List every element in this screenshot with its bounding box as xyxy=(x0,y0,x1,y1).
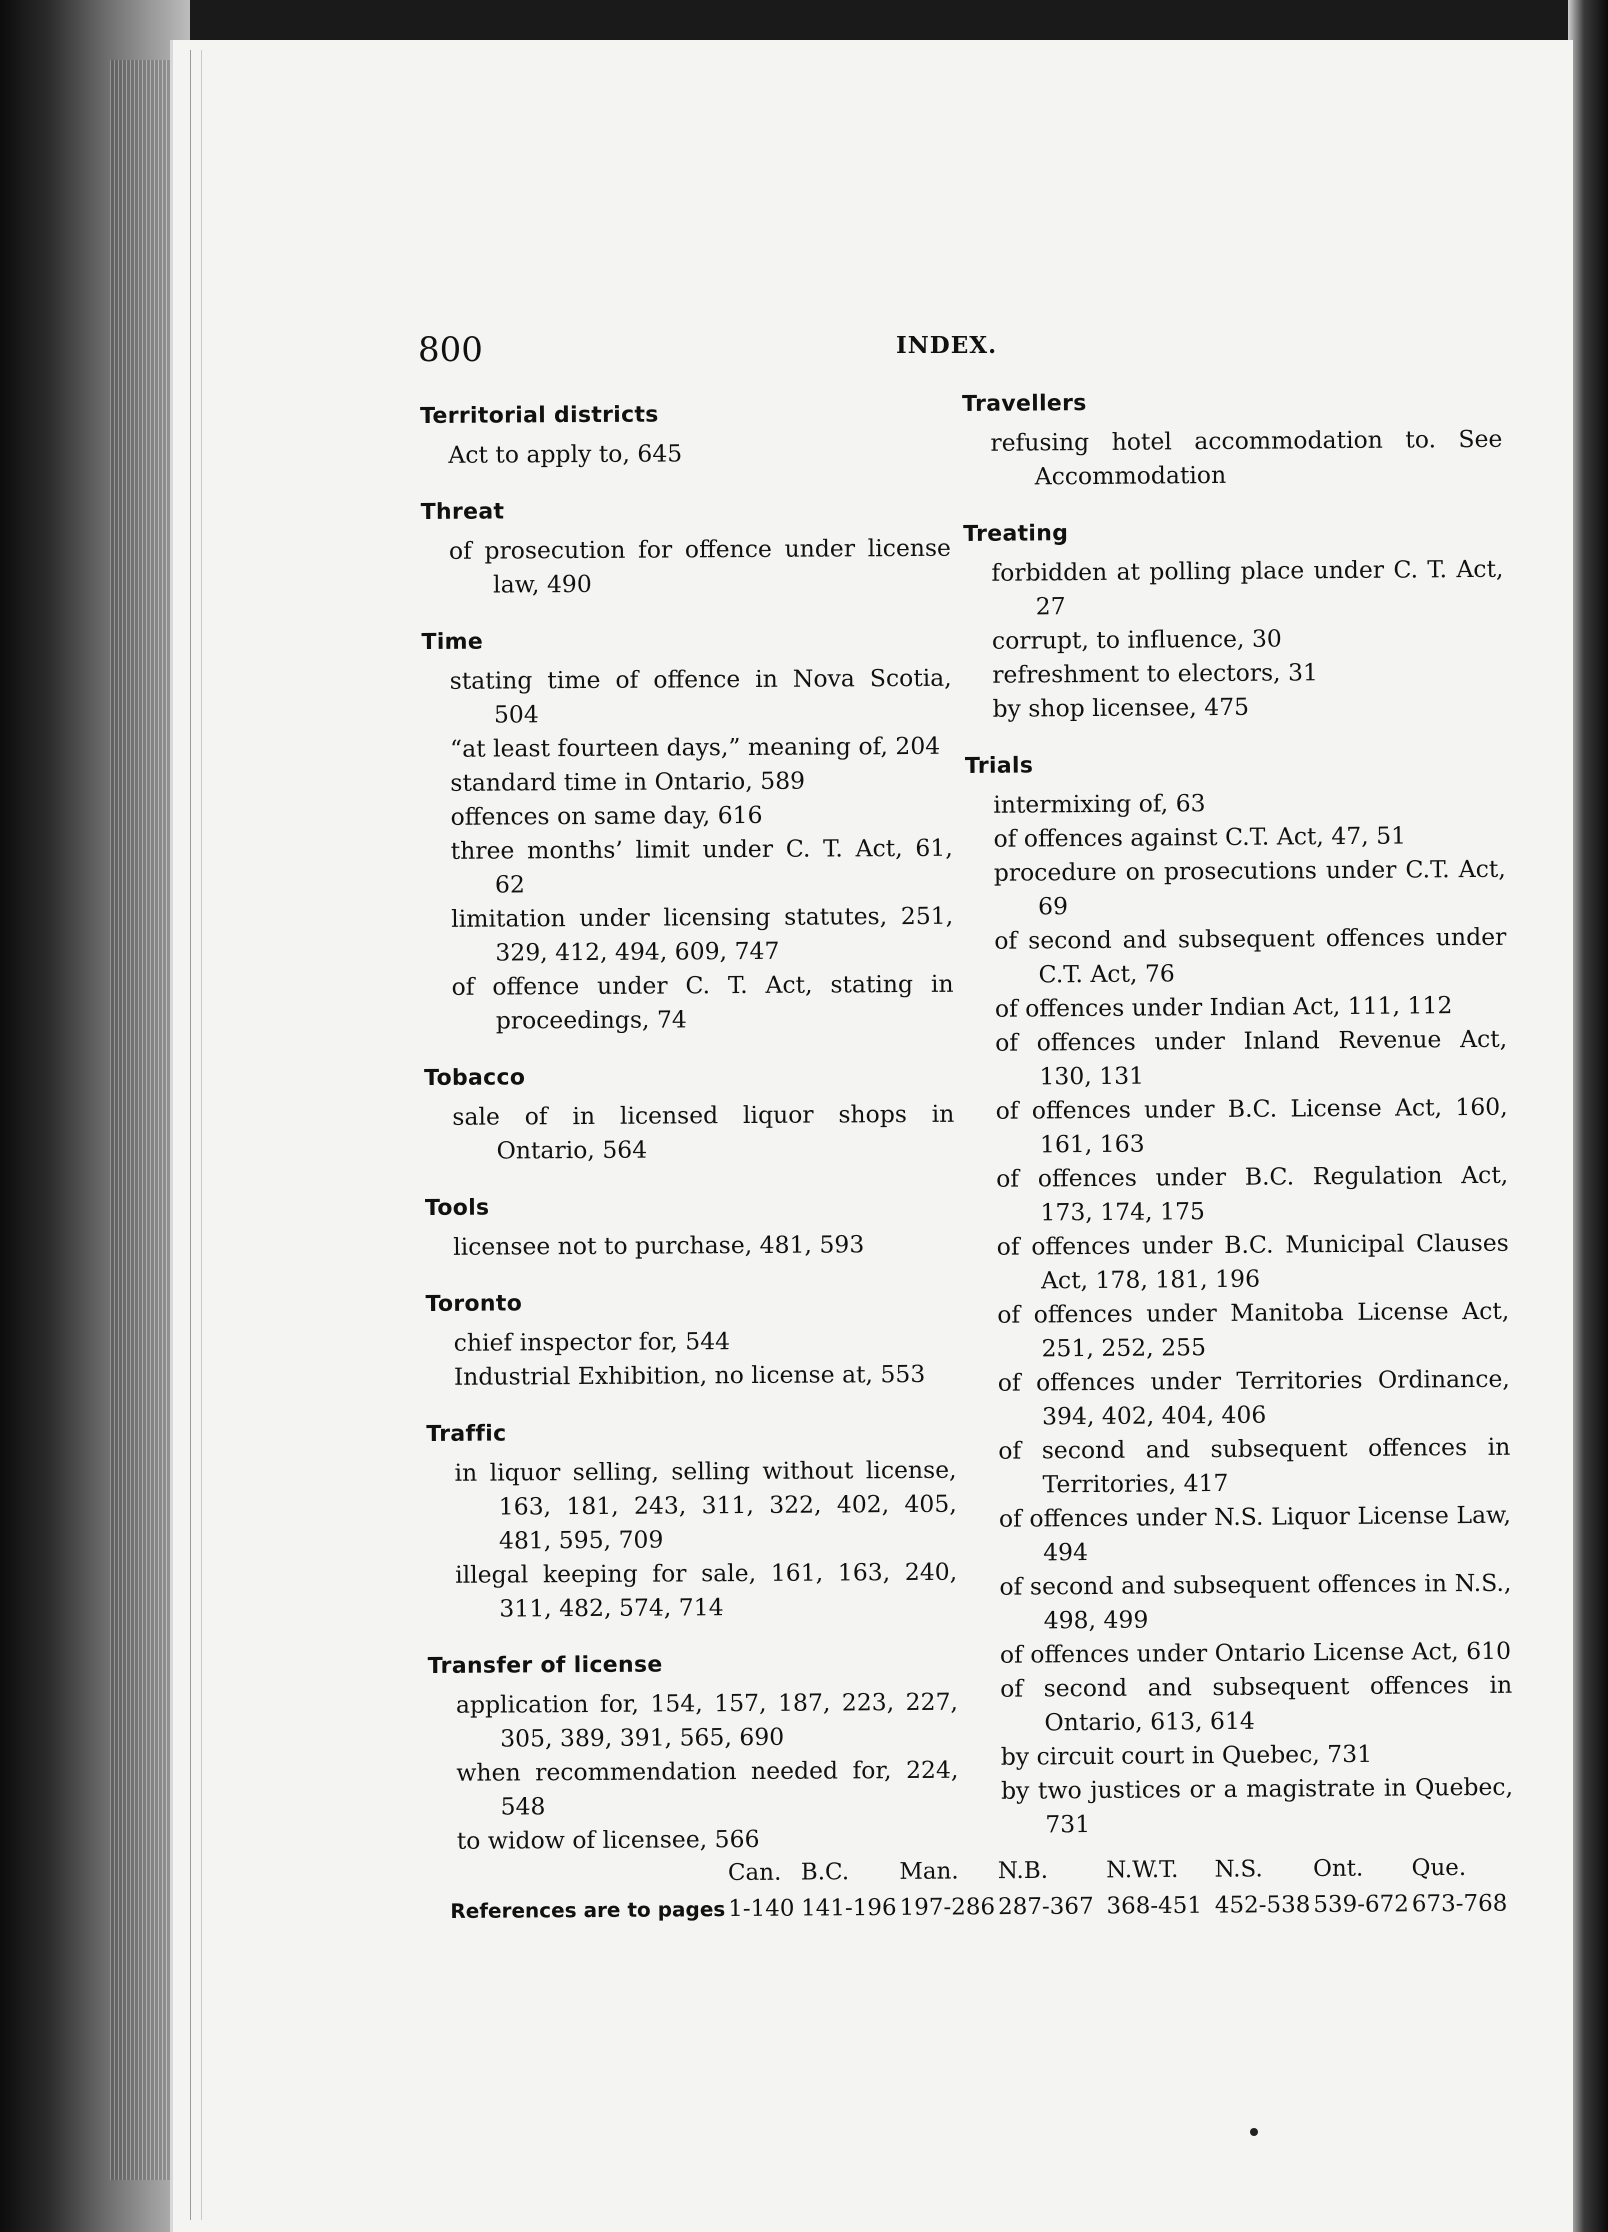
footer-page-range: 287-367 xyxy=(997,1893,1094,1921)
index-subentry: of offences against C.T. Act, 47, 51 xyxy=(993,821,1407,853)
index-subentry: of offences under B.C. Municipal Clauses Act, 178, 181, 196 xyxy=(996,1228,1509,1295)
index-subentry: of offences under Inland Revenue Act, 130, 131 xyxy=(995,1024,1508,1091)
index-entry xyxy=(425,1189,955,1264)
index-heading: Treating xyxy=(963,521,1069,547)
index-entry xyxy=(421,493,952,602)
index-subentry: procedure on prosecutions under C.T. Act, 69 xyxy=(993,854,1506,921)
index-subentry: application for, 154, 157, 187, 223, 227, 305, 389, 391, 565, 690 xyxy=(455,1687,959,1753)
index-subentry: standard time in Ontario, 589 xyxy=(450,766,806,797)
index-heading: Traffic xyxy=(426,1421,507,1447)
index-column-left xyxy=(420,397,959,1882)
footer-province: B.C. xyxy=(800,1859,850,1886)
index-subentry: three months’ limit under C. T. Act, 61, 62 xyxy=(450,833,953,899)
footer-range-row xyxy=(450,1891,1510,1934)
footer-page-range: 368-451 xyxy=(1106,1892,1203,1920)
index-subentry: intermixing of, 63 xyxy=(993,789,1206,819)
index-entry xyxy=(420,397,950,472)
index-subentry: to widow of licensee, 566 xyxy=(456,1824,760,1855)
index-subentry: of second and subsequent offences in Ontario, 613, 614 xyxy=(1000,1670,1513,1737)
index-entry xyxy=(963,514,1505,726)
index-heading: Tobacco xyxy=(424,1065,526,1091)
index-subentry: of offences under Territories Ordinance, 394, 402, 404, 406 xyxy=(997,1364,1510,1431)
footer-province: N.B. xyxy=(997,1857,1049,1885)
index-heading: Time xyxy=(421,629,484,655)
index-subentry: “at least fourteen days,” meaning of, 204 xyxy=(450,731,941,763)
index-entry xyxy=(426,1415,957,1626)
index-subentry: illegal keeping for sale, 161, 163, 240, 311, 482, 574, 714 xyxy=(455,1557,958,1623)
index-subentry: licensee not to purchase, 481, 593 xyxy=(453,1230,865,1261)
index-heading: Travellers xyxy=(962,391,1087,417)
index-entry xyxy=(962,384,1503,494)
index-subentry: of prosecution for offence under license law, 490 xyxy=(448,533,951,599)
index-subentry: sale of in licensed liquor shops in Ontario, 564 xyxy=(452,1099,955,1165)
running-title: INDEX. xyxy=(896,332,998,359)
footer-page-range: 452-538 xyxy=(1214,1891,1311,1919)
index-entry xyxy=(424,1059,955,1168)
page-reference-table xyxy=(450,1855,1510,1934)
index-subentry: in liquor selling, selling without license, 163, 181, 243, 311, 322, 402, 405, 481, 595, 709 xyxy=(454,1455,957,1555)
footer-page-range: 197-286 xyxy=(899,1894,996,1921)
index-subentry: chief inspector for, 544 xyxy=(453,1327,731,1357)
index-subentry: of second and subsequent offences under C.T. Act, 76 xyxy=(994,922,1507,989)
index-subentry: limitation under licensing statutes, 251, 329, 412, 494, 609, 747 xyxy=(451,901,954,967)
index-subentry: of offences under B.C. License Act, 160, 161, 163 xyxy=(995,1092,1508,1159)
index-subentry: of offences under Manitoba License Act, 251, 252, 255 xyxy=(997,1296,1510,1363)
index-heading: Trials xyxy=(964,753,1034,779)
index-entry xyxy=(965,746,1514,1842)
footer-page-range: 673-768 xyxy=(1411,1890,1508,1918)
footer-lead-spacer xyxy=(450,1880,728,1882)
index-subentry: by circuit court in Quebec, 731 xyxy=(1000,1739,1373,1771)
index-subentry: of offences under Indian Act, 111, 112 xyxy=(994,991,1453,1023)
index-subentry: corrupt, to influence, 30 xyxy=(991,624,1282,655)
index-subentry: of offences under N.S. Liquor License Law, 494 xyxy=(998,1500,1511,1567)
index-subentry: by shop licensee, 475 xyxy=(992,692,1250,723)
index-subentry: refreshment to electors, 31 xyxy=(992,658,1319,689)
footer-lead: References are to pages xyxy=(450,1897,726,1923)
index-subentry: when recommendation needed for, 224, 548 xyxy=(456,1755,959,1821)
index-subentry: offences on same day, 616 xyxy=(450,800,763,831)
index-heading: Territorial districts xyxy=(420,402,659,429)
index-subentry: of offences under B.C. Regulation Act, 173, 174, 175 xyxy=(996,1160,1509,1227)
footer-province: Can. xyxy=(727,1859,782,1887)
page-header xyxy=(418,330,1478,380)
index-subentry: of offences under Ontario License Act, 610 xyxy=(999,1636,1512,1669)
footer-page-range: 141-196 xyxy=(800,1894,897,1922)
index-subentry: forbidden at polling place under C. T. Act, 27 xyxy=(991,554,1504,621)
book-right-edge xyxy=(1568,0,1608,2232)
index-entry xyxy=(428,1647,959,1858)
footer-page-range: 539-672 xyxy=(1313,1891,1409,1918)
page-number: 800 xyxy=(418,330,483,370)
index-subentry: of second and subsequent offences in N.S., 498, 499 xyxy=(999,1568,1512,1635)
page-inner-edge xyxy=(190,50,202,2220)
index-subentry: of offence under C. T. Act, stating in proceedings, 74 xyxy=(451,969,954,1035)
index-subentry: Industrial Exhibition, no license at, 553 xyxy=(453,1359,926,1391)
index-heading: Tools xyxy=(424,1195,490,1221)
footer-province: Man. xyxy=(899,1858,959,1885)
footer-province: Que. xyxy=(1411,1854,1467,1882)
index-entry xyxy=(421,623,954,1038)
footer-province: Ont. xyxy=(1312,1855,1364,1882)
footer-page-range: 1-140 xyxy=(728,1895,795,1923)
page-speck xyxy=(1250,2128,1258,2136)
index-subentry: Act to apply to, 645 xyxy=(448,439,683,469)
footer-province: N.W.T. xyxy=(1106,1856,1179,1884)
index-column-right xyxy=(962,384,1514,1866)
footer-province: N.S. xyxy=(1214,1856,1263,1883)
index-heading: Threat xyxy=(420,499,505,525)
index-subentry: of second and subsequent offences in Territories, 417 xyxy=(998,1432,1511,1499)
index-subentry: refusing hotel accommodation to. See Accommodation xyxy=(990,424,1503,491)
index-subentry: stating time of offence in Nova Scotia, 504 xyxy=(449,663,952,729)
index-heading: Toronto xyxy=(425,1291,523,1317)
index-subentry: by two justices or a magistrate in Quebec, 731 xyxy=(1000,1772,1514,1839)
index-entry xyxy=(425,1285,956,1394)
index-heading: Transfer of license xyxy=(427,1652,663,1679)
